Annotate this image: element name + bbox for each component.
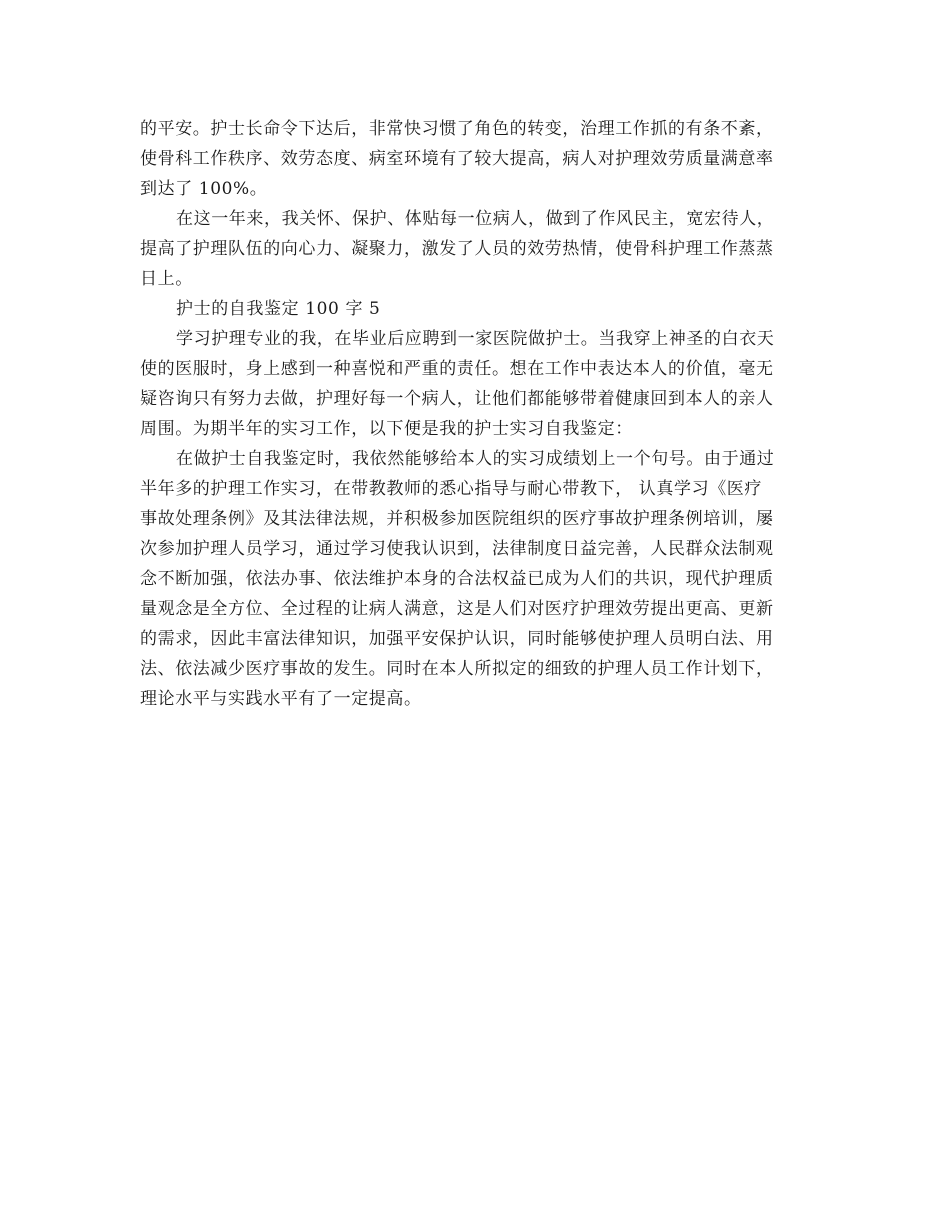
paragraph-line: 到达了 100%。 xyxy=(140,179,268,199)
paragraph-line: 提高了护理队伍的向心力、凝聚力，激发了人员的效劳热情，使骨科护理工作蒸蒸 xyxy=(140,239,774,259)
paragraph-2 xyxy=(140,204,820,294)
paragraph-line: 在这一年来，我关怀、保护、体贴每一位病人，做到了作风民主，宽宏待人， xyxy=(176,209,775,229)
paragraph-line: 在做护士自我鉴定时，我依然能够给本人的实习成绩划上一个句号。由于通过 xyxy=(176,449,775,469)
document-page xyxy=(140,114,820,714)
paragraph-line: 日上。 xyxy=(140,269,193,289)
paragraph-3 xyxy=(140,324,820,444)
paragraph-4 xyxy=(140,444,820,714)
paragraph-line: 的平安。护士长命令下达后，非常快习惯了角色的转变，治理工作抓的有条不紊， xyxy=(140,119,774,139)
section-heading: 护士的自我鉴定 100 字 5 xyxy=(176,299,381,319)
paragraph-line: 的需求，因此丰富法律知识，加强平安保护认识，同时能够使护理人员明白法、用 xyxy=(140,629,774,649)
paragraph-line: 疑咨询只有努力去做，护理好每一个病人，让他们都能够带着健康回到本人的亲人 xyxy=(140,389,774,409)
paragraph-line: 使骨科工作秩序、效劳态度、病室环境有了较大提高，病人对护理效劳质量满意率 xyxy=(140,149,774,169)
paragraph-line: 周围。为期半年的实习工作，以下便是我的护士实习自我鉴定： xyxy=(140,419,633,439)
paragraph-line: 量观念是全方位、全过程的让病人满意，这是人们对医疗护理效劳提出更高、更新 xyxy=(140,599,774,619)
paragraph-line: 半年多的护理工作实习，在带教教师的悉心指导与耐心带教下， 认真学习《医疗 xyxy=(140,479,763,499)
paragraph-line: 事故处理条例》及其法律法规，并积极参加医院组织的医疗事故护理条例培训，屡 xyxy=(140,509,774,529)
paragraph-line: 使的医服时，身上感到一种喜悦和严重的责任。想在工作中表达本人的价值，毫无 xyxy=(140,359,774,379)
paragraph-line: 念不断加强，依法办事、依法维护本身的合法权益已成为人们的共识，现代护理质 xyxy=(140,569,774,589)
paragraph-1 xyxy=(140,114,820,204)
paragraph-line: 法、依法减少医疗事故的发生。同时在本人所拟定的细致的护理人员工作计划下， xyxy=(140,659,774,679)
paragraph-line: 学习护理专业的我，在毕业后应聘到一家医院做护士。当我穿上神圣的白衣天 xyxy=(176,329,775,349)
paragraph-line: 次参加护理人员学习，通过学习使我认识到，法律制度日益完善，人民群众法制观 xyxy=(140,539,774,559)
paragraph-line: 理论水平与实践水平有了一定提高。 xyxy=(140,689,422,709)
